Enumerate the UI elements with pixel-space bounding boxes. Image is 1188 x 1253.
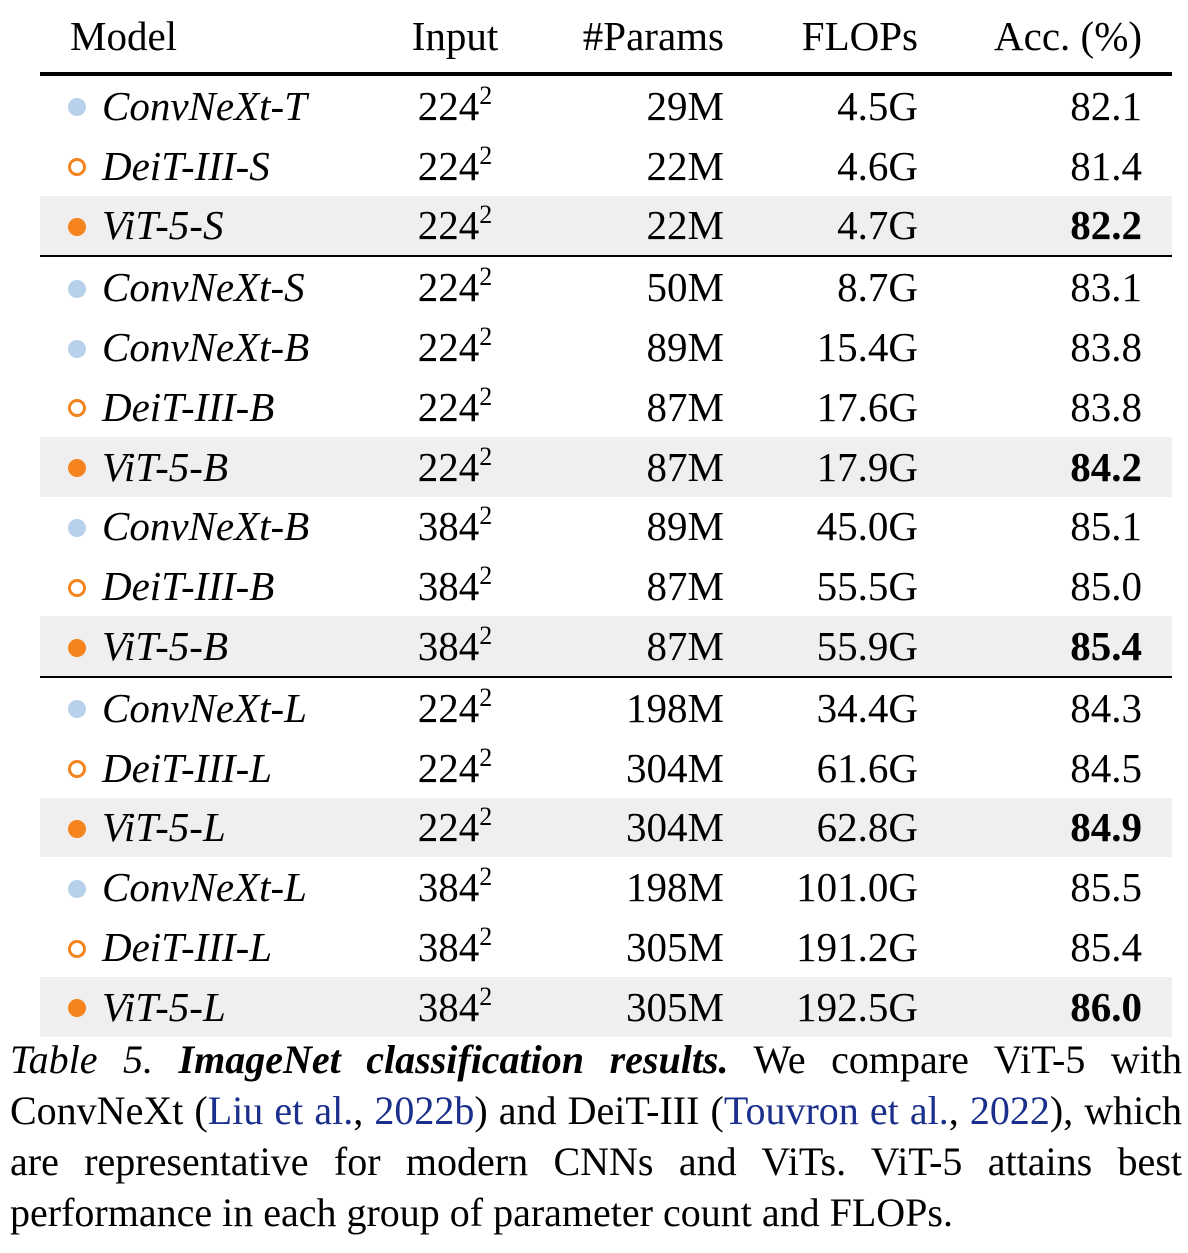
citation-touvron-separator: , [948,1088,970,1133]
cell-accuracy: 85.5 [1070,864,1142,911]
cell-flops: 101.0G [796,864,918,911]
cell-model [40,616,390,677]
caption-text-3: ), which are representative for modern CNNs and ViTs. ViT-5 attains best performance in each group of parameter count and FLOPs. [10,1088,1183,1235]
open-circle-marker-icon [68,158,86,176]
cell-model [40,857,390,917]
resolution-exponent: 2 [479,922,493,952]
cell-params: 87M [520,437,724,497]
model-name: DeiT-III-B [102,563,275,610]
cell-params: 22M [520,196,724,257]
cell-accuracy: 82.2 [918,196,1172,257]
model-name: ConvNeXt-T [102,82,307,129]
cell-input-resolution [390,977,520,1037]
resolution-exponent: 2 [479,262,493,292]
model-name: ViT-5-B [102,623,229,670]
cell-params: 87M [646,383,724,430]
table-row [40,917,1172,977]
cell-input-resolution [390,738,520,798]
resolution-exponent: 2 [479,862,493,892]
citation-touvron-year[interactable]: 2022 [969,1088,1050,1133]
resolution-exponent: 2 [479,742,493,772]
cell-input-resolution [390,377,520,437]
resolution-value: 384 [417,983,480,1030]
model-name: ViT-5-B [102,443,229,490]
table-row [40,677,1172,738]
cell-params: 50M [646,264,724,311]
resolution-value: 384 [417,623,480,670]
cell-params: 89M [646,503,724,550]
open-circle-marker-icon [68,399,86,417]
cell-accuracy: 86.0 [918,977,1172,1037]
model-name: ViT-5-L [102,983,226,1030]
citation-liu-separator: , [353,1088,375,1133]
resolution-exponent: 2 [479,140,493,170]
cell-flops: 15.4G [816,324,918,371]
header-flops: FLOPs [724,0,918,74]
cell-params: 304M [626,744,724,791]
resolution-exponent: 2 [479,501,493,531]
cell-params: 87M [646,563,724,610]
cell-input-resolution [390,437,520,497]
table-row [40,556,1172,616]
cell-flops: 4.5G [837,82,918,129]
resolution-value: 384 [417,503,480,550]
cell-model [40,977,390,1037]
filled-circle-marker-icon [68,880,86,898]
cell-input-resolution [390,677,520,738]
cell-flops: 191.2G [796,924,918,971]
model-name: ConvNeXt-B [102,324,310,371]
table-caption [10,1034,1182,1238]
table-row [40,256,1172,317]
model-name: ConvNeXt-B [102,503,310,550]
cell-flops: 61.6G [816,744,918,791]
cell-accuracy: 85.4 [918,616,1172,677]
resolution-exponent: 2 [479,981,493,1011]
cell-flops: 45.0G [816,503,918,550]
resolution-exponent: 2 [479,561,493,591]
cell-model [40,317,390,377]
resolution-value: 224 [417,684,480,731]
cell-flops: 4.6G [837,142,918,189]
resolution-exponent: 2 [479,682,493,712]
resolution-exponent: 2 [479,322,493,352]
resolution-value: 224 [417,264,480,311]
table-row [40,798,1172,858]
cell-flops: 55.9G [724,616,918,677]
cell-input-resolution [390,74,520,136]
cell-input-resolution [390,317,520,377]
resolution-value: 224 [417,324,480,371]
model-name: DeiT-III-S [102,142,270,189]
cell-params: 305M [626,924,724,971]
table-row [40,738,1172,798]
table-row [40,497,1172,557]
resolution-value: 224 [417,804,480,851]
model-name: DeiT-III-L [102,924,273,971]
table-row [40,74,1172,136]
cell-model [40,136,390,196]
resolution-exponent: 2 [479,381,493,411]
cell-accuracy: 83.1 [1070,264,1142,311]
table-row [40,136,1172,196]
cell-flops: 8.7G [837,264,918,311]
cell-input-resolution [390,136,520,196]
open-circle-marker-icon [68,760,86,778]
cell-params: 29M [646,82,724,129]
cell-model [40,74,390,136]
model-name: ViT-5-S [102,202,224,249]
cell-params: 87M [520,616,724,677]
cell-flops: 17.6G [816,383,918,430]
cell-input-resolution [390,556,520,616]
caption-title: ImageNet classification results. [178,1037,729,1082]
citation-liu-author[interactable]: Liu et al. [207,1088,354,1133]
table-row [40,857,1172,917]
model-name: DeiT-III-L [102,744,273,791]
cell-model [40,196,390,257]
table-body [40,74,1172,1037]
resolution-value: 384 [417,563,480,610]
header-model: Model [40,0,390,74]
resolution-value: 224 [417,202,480,249]
filled-circle-marker-icon [68,280,86,298]
cell-params: 198M [626,684,724,731]
table-row [40,377,1172,437]
cell-model [40,497,390,557]
model-name: ConvNeXt-S [102,264,305,311]
filled-circle-marker-icon [68,459,86,477]
cell-accuracy: 85.1 [1070,503,1142,550]
cell-accuracy: 82.1 [1070,82,1142,129]
resolution-value: 224 [417,82,480,129]
filled-circle-marker-icon [68,999,86,1017]
cell-model [40,556,390,616]
header-accuracy: Acc. (%) [918,0,1172,74]
cell-params: 89M [646,324,724,371]
resolution-value: 384 [417,924,480,971]
header-input: Input [390,0,520,74]
filled-circle-marker-icon [68,98,86,116]
resolution-exponent: 2 [479,621,493,651]
cell-model [40,677,390,738]
model-name: ConvNeXt-L [102,864,307,911]
resolution-value: 224 [417,443,480,490]
resolution-exponent: 2 [479,802,493,832]
table-row [40,196,1172,257]
cell-flops: 4.7G [724,196,918,257]
resolution-value: 384 [417,864,480,911]
citation-liu-year[interactable]: 2022b [374,1088,475,1133]
cell-input-resolution [390,497,520,557]
cell-accuracy: 84.2 [918,437,1172,497]
cell-accuracy: 85.0 [1070,563,1142,610]
open-circle-marker-icon [68,579,86,597]
resolution-exponent: 2 [479,200,493,230]
filled-circle-marker-icon [68,340,86,358]
cell-flops: 34.4G [816,684,918,731]
cell-model [40,377,390,437]
resolution-value: 224 [417,383,480,430]
cell-accuracy: 84.9 [918,798,1172,858]
cell-params: 22M [646,142,724,189]
cell-model [40,256,390,317]
cell-input-resolution [390,256,520,317]
resolution-exponent: 2 [479,441,493,471]
model-name: DeiT-III-B [102,383,275,430]
results-table-container [40,0,1142,1037]
caption-label: Table 5. [10,1037,153,1082]
cell-model [40,798,390,858]
cell-input-resolution [390,616,520,677]
citation-touvron-author[interactable]: Touvron et al. [723,1088,949,1133]
header-params: #Params [520,0,724,74]
table-header-row [40,0,1172,74]
resolution-value: 224 [417,744,480,791]
cell-model [40,437,390,497]
cell-accuracy: 84.3 [1070,684,1142,731]
cell-flops: 17.9G [724,437,918,497]
cell-params: 198M [626,864,724,911]
cell-model [40,738,390,798]
table-row [40,616,1172,677]
table-row [40,317,1172,377]
cell-accuracy: 84.5 [1070,744,1142,791]
table-row [40,437,1172,497]
cell-flops: 55.5G [816,563,918,610]
filled-circle-marker-icon [68,820,86,838]
open-circle-marker-icon [68,940,86,958]
cell-accuracy: 85.4 [1070,924,1142,971]
cell-accuracy: 83.8 [1070,324,1142,371]
caption-text-2: ) and DeiT-III ( [474,1088,724,1133]
cell-input-resolution [390,917,520,977]
model-name: ViT-5-L [102,804,226,851]
filled-circle-marker-icon [68,700,86,718]
filled-circle-marker-icon [68,639,86,657]
cell-model [40,917,390,977]
cell-input-resolution [390,196,520,257]
cell-flops: 62.8G [724,798,918,858]
cell-flops: 192.5G [724,977,918,1037]
cell-input-resolution [390,857,520,917]
cell-accuracy: 81.4 [1070,142,1142,189]
filled-circle-marker-icon [68,519,86,537]
cell-accuracy: 83.8 [1070,383,1142,430]
model-name: ConvNeXt-L [102,684,307,731]
cell-input-resolution [390,798,520,858]
cell-params: 304M [520,798,724,858]
cell-params: 305M [520,977,724,1037]
table-row [40,977,1172,1037]
filled-circle-marker-icon [68,218,86,236]
resolution-value: 224 [417,142,480,189]
caption-text-1: We compare ViT-5 with ConvNeXt ( [10,1037,1183,1133]
resolution-exponent: 2 [479,80,493,110]
results-table [40,0,1172,1037]
